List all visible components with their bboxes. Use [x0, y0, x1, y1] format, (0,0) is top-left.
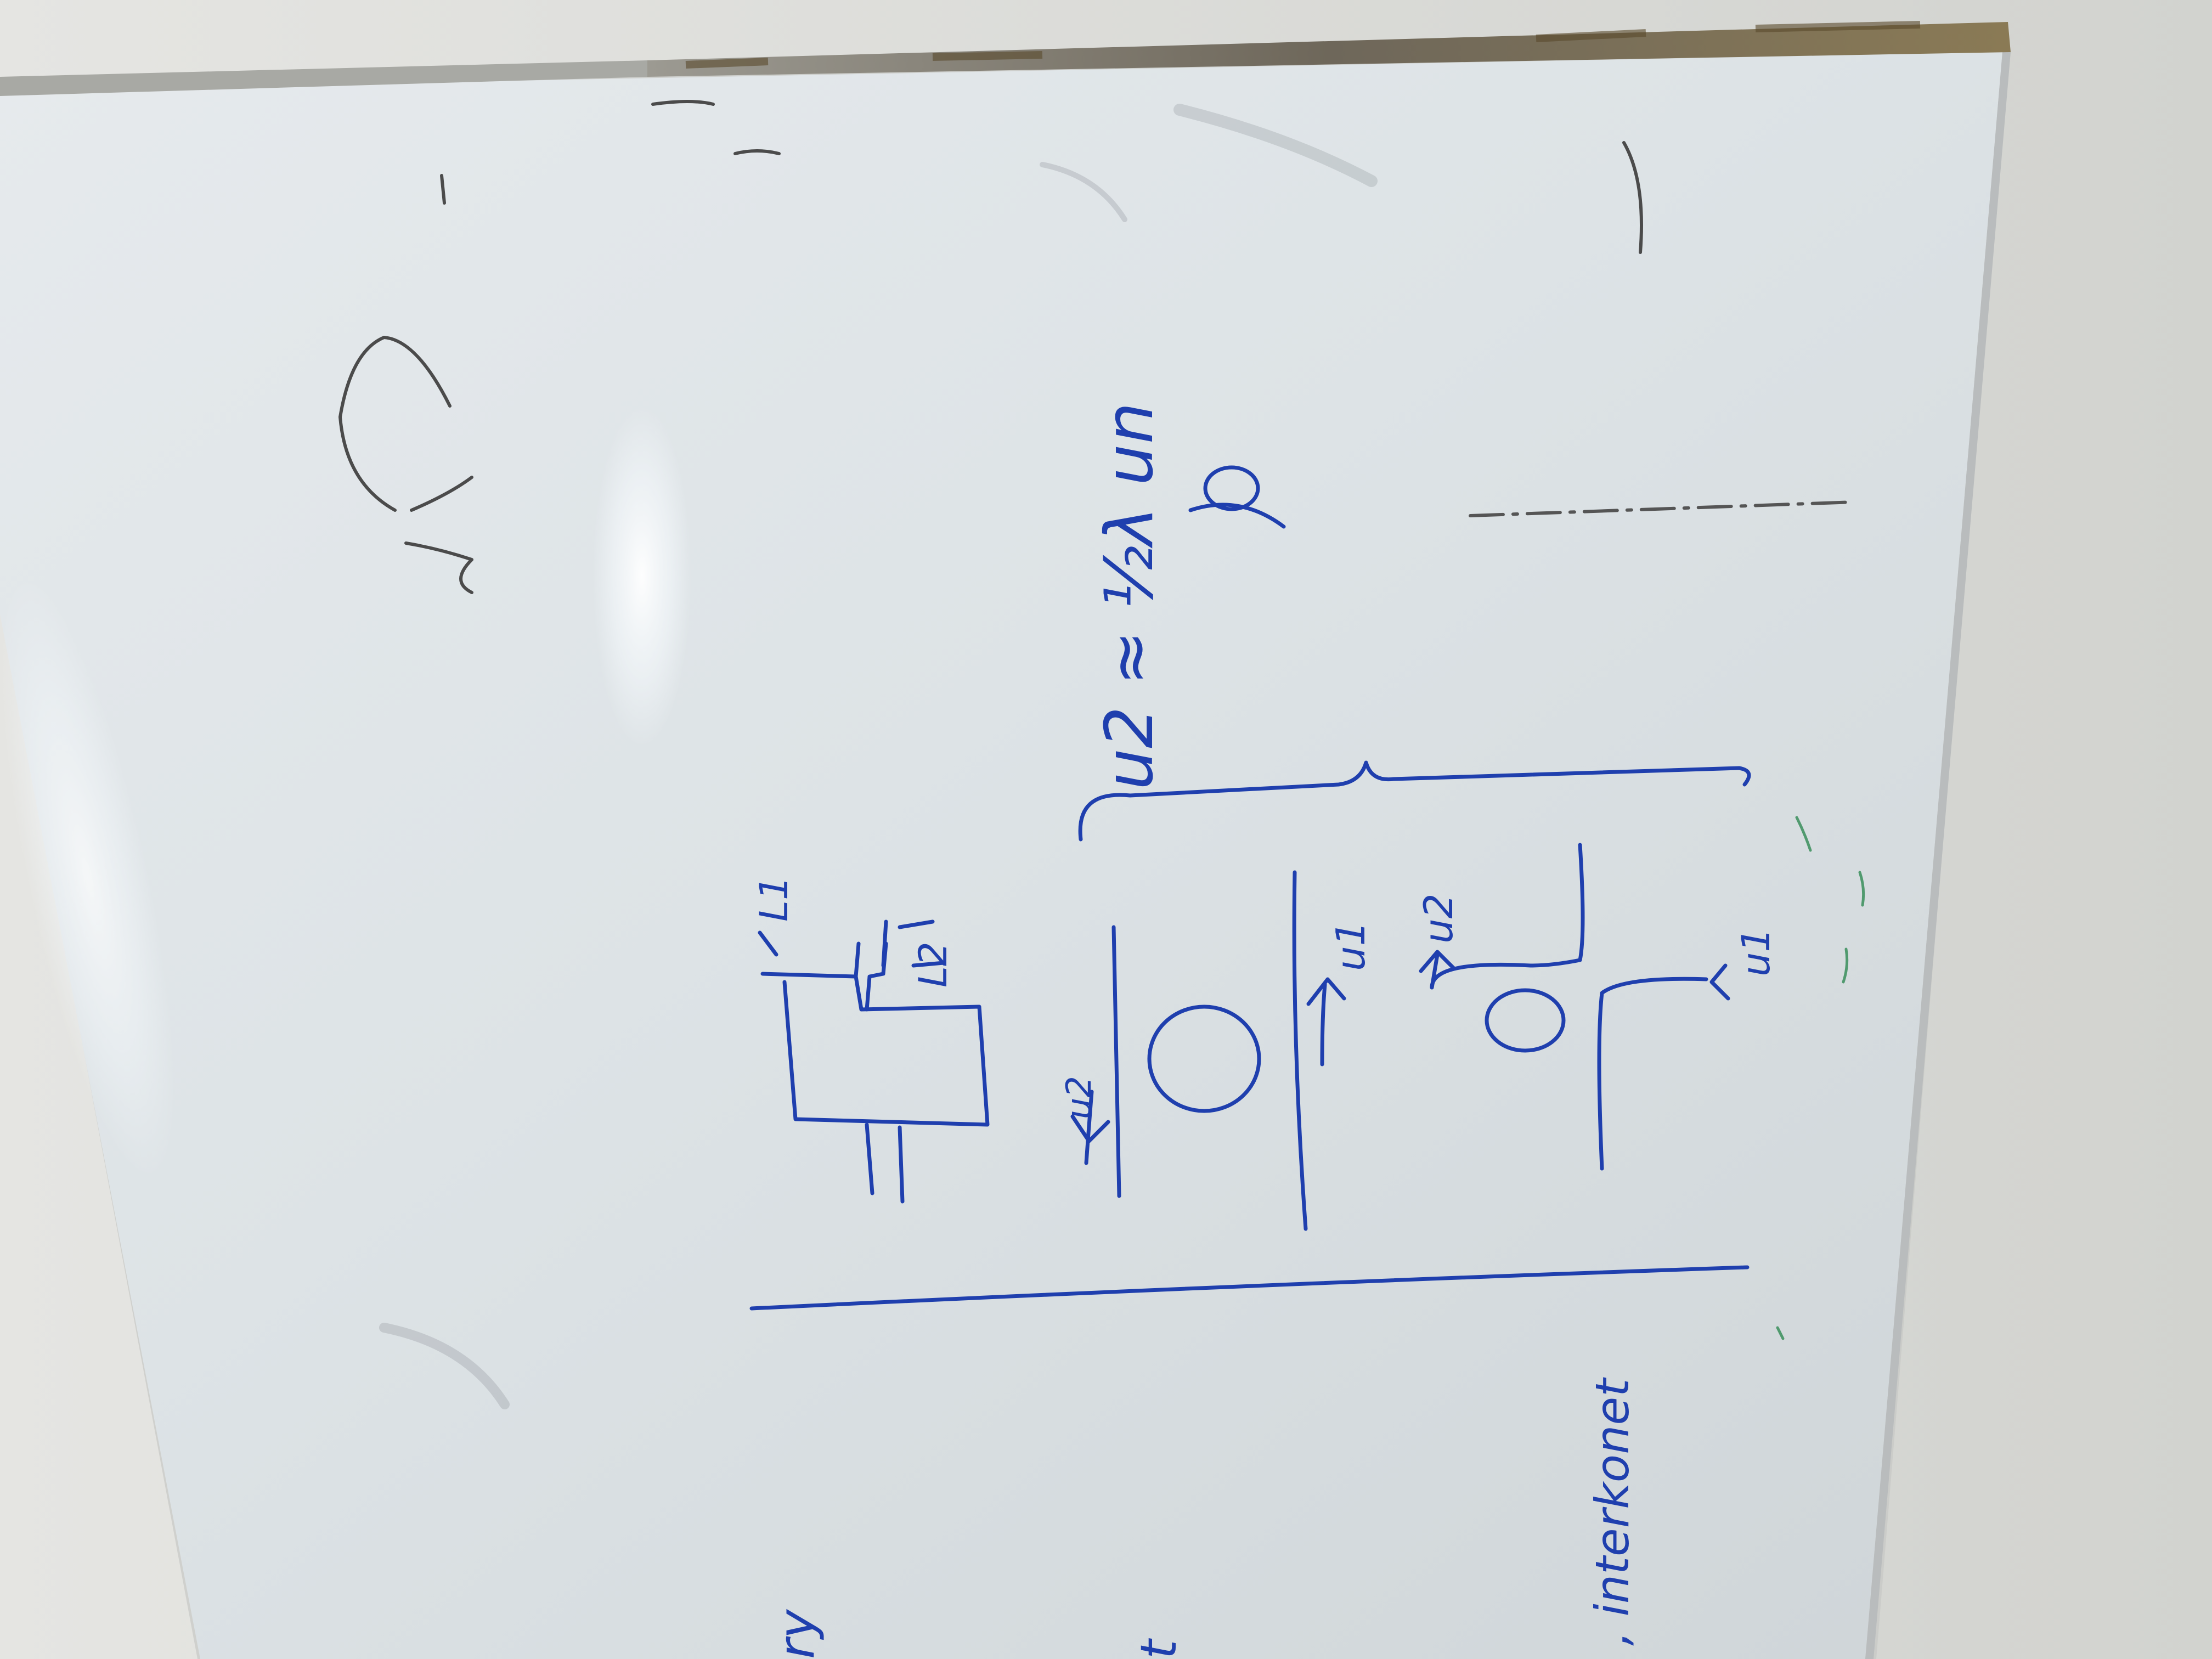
label-u1-bottom: u1 [1734, 928, 1779, 977]
partial-text-left-1: ry [768, 1609, 826, 1659]
label-l2: L2 [911, 941, 956, 988]
label-l1: L1 [752, 876, 797, 922]
partial-text-left-2: t [1130, 1639, 1188, 1659]
label-u1-right: u1 [1328, 921, 1374, 971]
label-u2-mid: u2 [1415, 893, 1462, 944]
equation: u2 ≈ ½λ un [1092, 402, 1168, 790]
tube-outlet-right [900, 1127, 902, 1201]
word-interkonet: , interkonet [1585, 1378, 1639, 1646]
whiteboard-surface [0, 52, 2002, 1659]
glare-center [592, 406, 691, 746]
label-u2-top: u2 [1059, 1076, 1099, 1119]
